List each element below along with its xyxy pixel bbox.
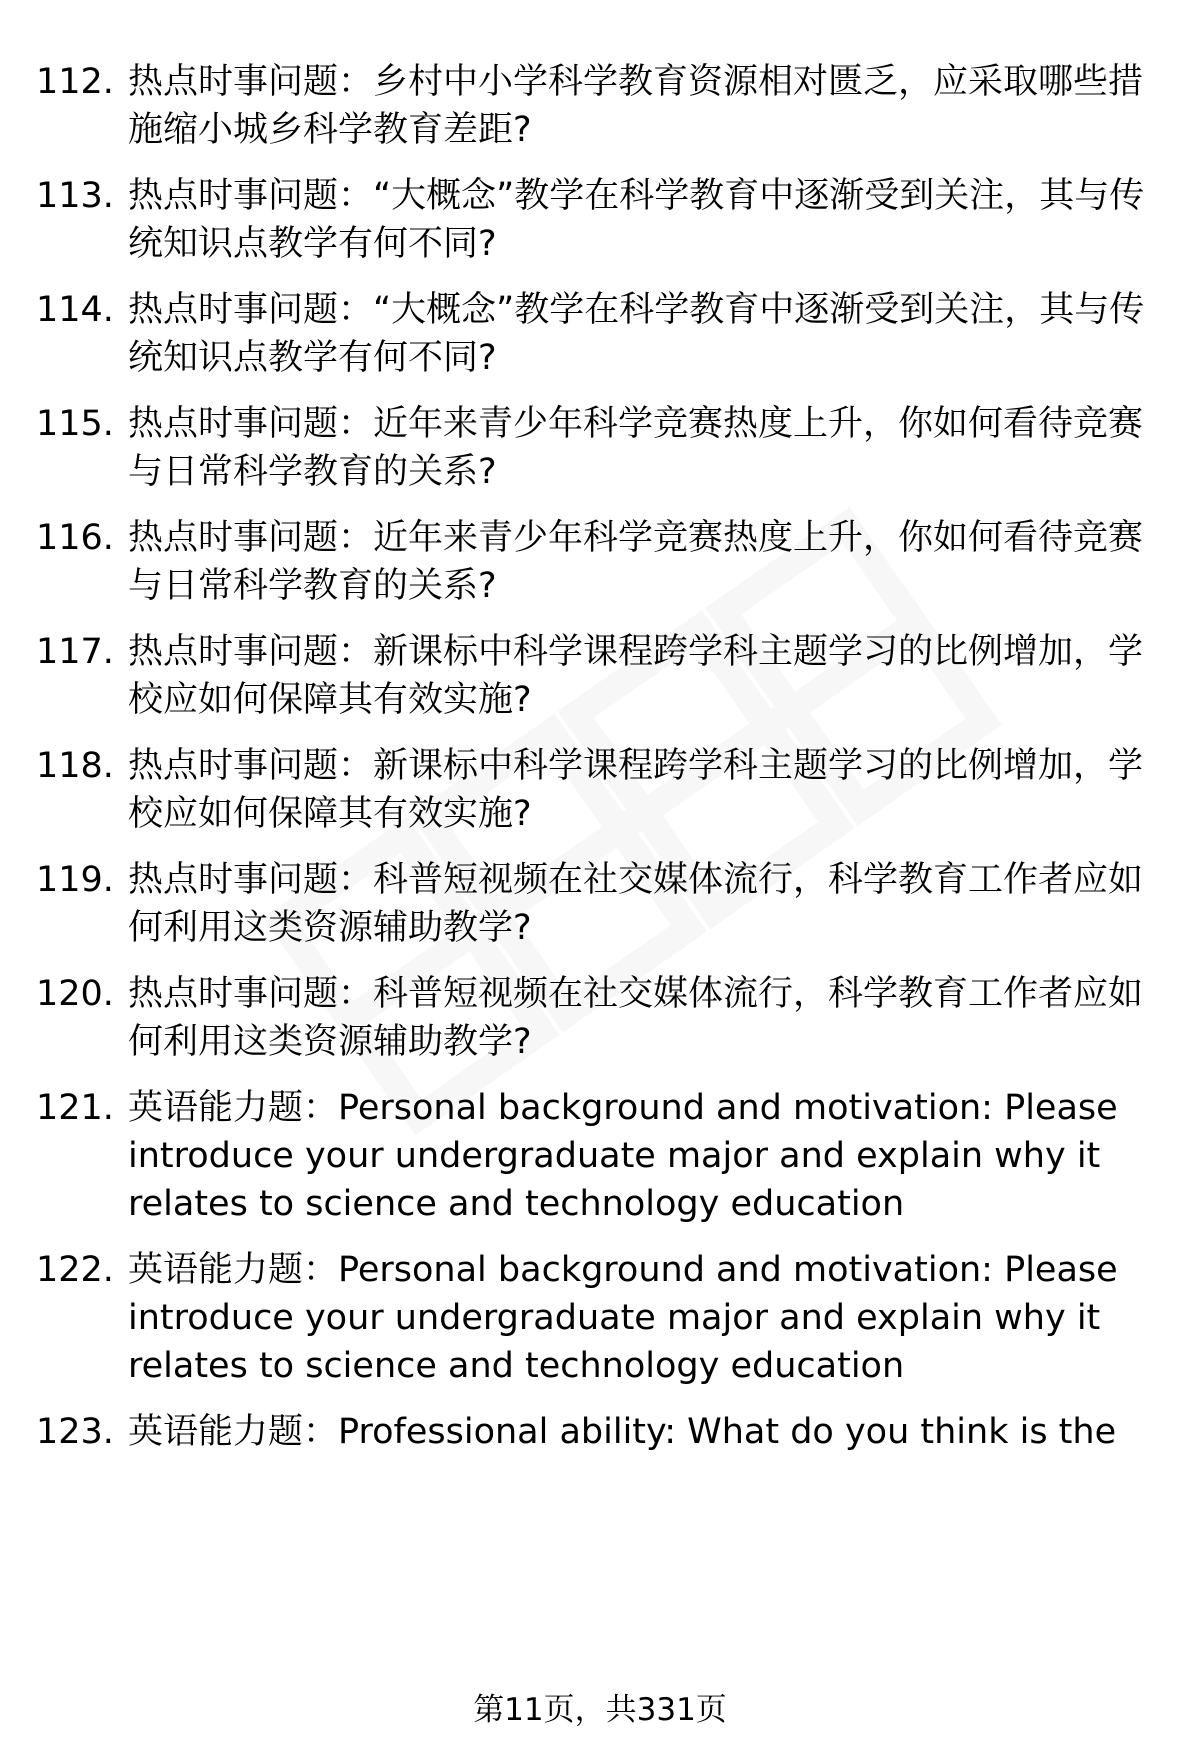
question-number: 120. [36, 974, 114, 1014]
list-item [36, 400, 1156, 496]
list-item [36, 1408, 1156, 1456]
list-item [36, 172, 1156, 268]
question-text: 热点时事问题：科普短视频在社交媒体流行，科学教育工作者应如何利用这类资源辅助教学? [128, 860, 1144, 948]
question-number: 117. [36, 632, 114, 672]
question-text: 英语能力题：Professional ability: What do you think is the [128, 1412, 1117, 1452]
question-text: 热点时事问题：“大概念”教学在科学教育中逐渐受到关注，其与传统知识点教学有何不同? [128, 176, 1145, 264]
question-number: 121. [36, 1088, 114, 1128]
question-number: 118. [36, 746, 114, 786]
question-text: 英语能力题：Personal background and motivation: Please introduce your undergraduate major and explain why it relates to science and technology education [128, 1250, 1118, 1386]
question-text: 热点时事问题：近年来青少年科学竞赛热度上升，你如何看待竞赛与日常科学教育的关系? [128, 518, 1144, 606]
question-number: 114. [36, 290, 114, 330]
question-number: 113. [36, 176, 114, 216]
list-item [36, 1084, 1156, 1228]
question-number: 112. [36, 62, 114, 102]
list-item [36, 856, 1156, 952]
list-item [36, 286, 1156, 382]
question-text: 英语能力题：Personal background and motivation: Please introduce your undergraduate major and explain why it relates to science and technology education [128, 1088, 1118, 1224]
question-number: 116. [36, 518, 114, 558]
page-footer: 第11页，共331页 [473, 1692, 727, 1728]
question-number: 119. [36, 860, 114, 900]
question-text: 热点时事问题：新课标中科学课程跨学科主题学习的比例增加，学校应如何保障其有效实施? [128, 632, 1144, 720]
question-text: 热点时事问题：近年来青少年科学竞赛热度上升，你如何看待竞赛与日常科学教育的关系? [128, 404, 1144, 492]
question-text: 热点时事问题：新课标中科学课程跨学科主题学习的比例增加，学校应如何保障其有效实施? [128, 746, 1144, 834]
list-item [36, 1246, 1156, 1390]
question-text: 热点时事问题：科普短视频在社交媒体流行，科学教育工作者应如何利用这类资源辅助教学? [128, 974, 1144, 1062]
question-number: 122. [36, 1250, 114, 1290]
list-item [36, 58, 1156, 154]
question-text: 热点时事问题：“大概念”教学在科学教育中逐渐受到关注，其与传统知识点教学有何不同? [128, 290, 1145, 378]
list-item [36, 628, 1156, 724]
list-item [36, 514, 1156, 610]
question-list [36, 58, 1156, 1474]
list-item [36, 970, 1156, 1066]
question-text: 热点时事问题：乡村中小学科学教育资源相对匮乏，应采取哪些措施缩小城乡科学教育差距? [128, 62, 1144, 150]
list-item [36, 742, 1156, 838]
question-number: 115. [36, 404, 114, 444]
question-number: 123. [36, 1412, 114, 1452]
